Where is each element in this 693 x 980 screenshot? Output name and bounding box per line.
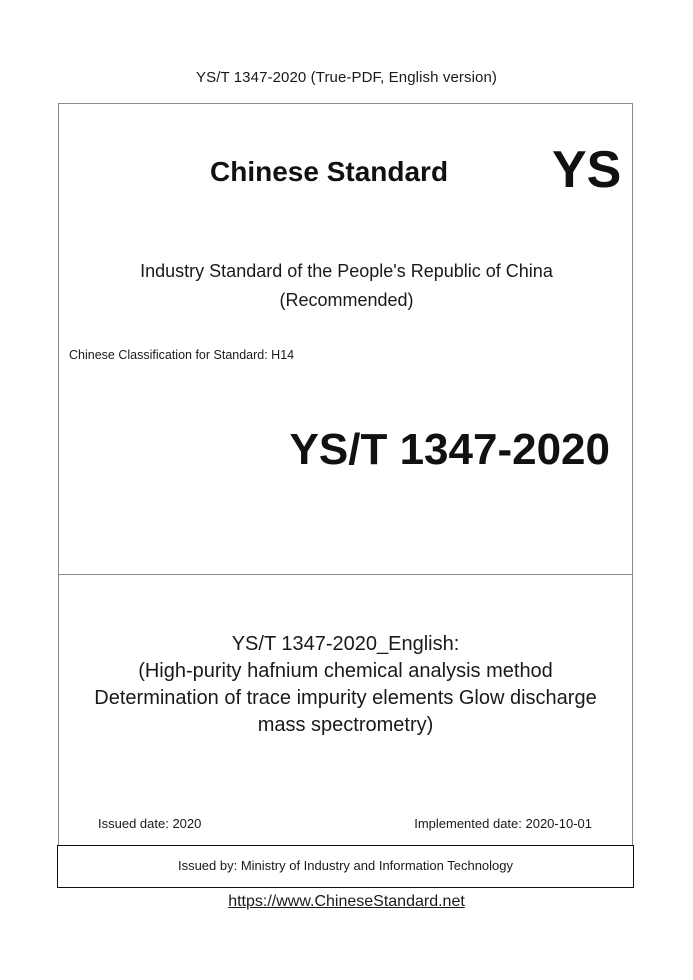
title-line-4: mass spectrometry) [257, 714, 434, 736]
brand-title: Chinese Standard [210, 156, 449, 187]
document-title [58, 631, 633, 739]
footer [0, 893, 693, 911]
issued-date: Issued date: 2020 [98, 816, 202, 831]
title-line-3: Determination of trace impurity elements Glow discharge [94, 687, 597, 709]
industry-line-1: Industry Standard of the People's Republic of China [140, 261, 553, 281]
standard-number: YS/T 1347-2020 [289, 425, 610, 474]
title-line-1: YS/T 1347-2020_English: [231, 633, 460, 655]
website-link[interactable]: https://www.ChineseStandard.net [228, 893, 465, 910]
document-header: YS/T 1347-2020 (True-PDF, English version) [196, 69, 497, 86]
ys-mark: YS [552, 141, 622, 199]
industry-standard-heading [0, 257, 693, 315]
implemented-date: Implemented date: 2020-10-01 [414, 816, 592, 831]
industry-line-2: (Recommended) [279, 290, 414, 310]
classification-label: Chinese Classification for Standard: H14 [69, 348, 295, 362]
title-line-2: (High-purity hafnium chemical analysis method [138, 660, 553, 682]
issuer-box: Issued by: Ministry of Industry and Information Technology [57, 845, 634, 888]
